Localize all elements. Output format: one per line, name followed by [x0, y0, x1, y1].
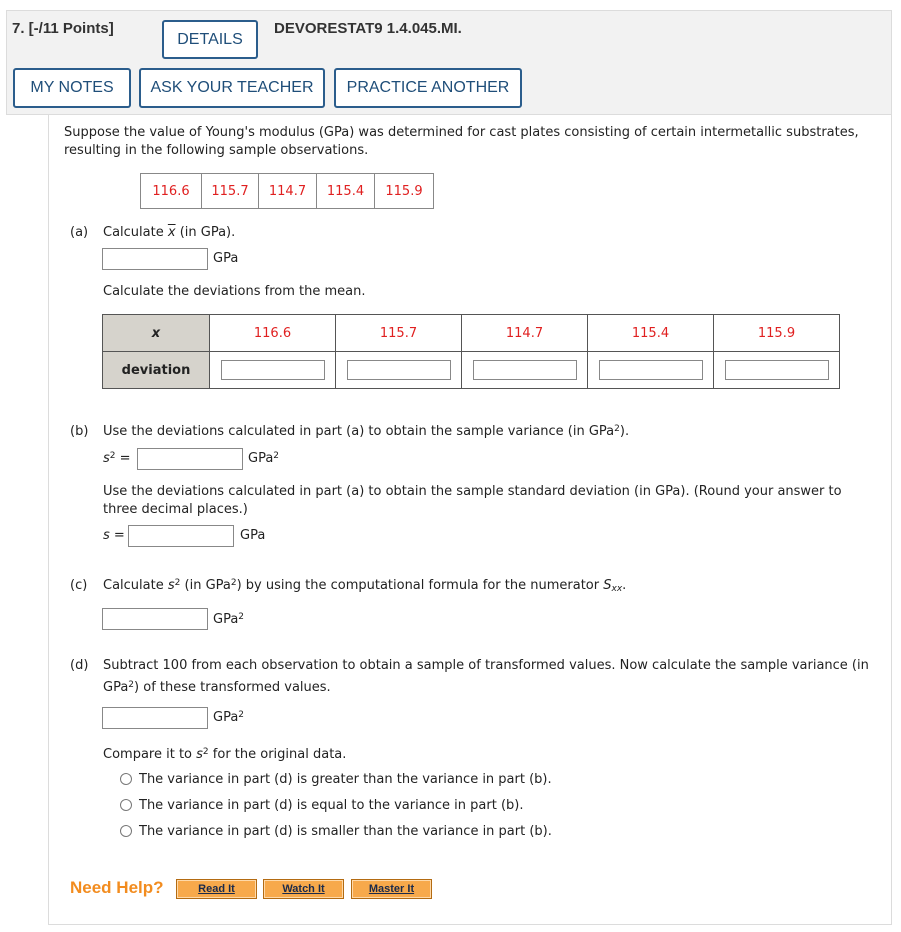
compare-prompt: Compare it to $s^2$ for the original data.	[103, 747, 347, 762]
option-smaller-label[interactable]: The variance in part (d) is smaller than the variance in part (b).	[139, 824, 552, 839]
read-it-button[interactable]: Read It	[176, 879, 257, 899]
x-header: x	[103, 315, 210, 352]
intro-line-2: resulting in the following sample observations.	[64, 143, 369, 158]
deviation-x-value: 115.9	[714, 315, 840, 352]
observation-cell: 115.9	[375, 174, 434, 209]
deviations-prompt: Calculate the deviations from the mean.	[103, 284, 366, 299]
sd-input[interactable]	[128, 525, 234, 547]
observation-cell: 116.6	[141, 174, 202, 209]
question-code: DEVORESTAT9 1.4.045.MI.	[274, 20, 462, 37]
transformed-variance-unit: GPa$^2$	[213, 710, 245, 725]
sd-prompt-line-1: Use the deviations calculated in part (a) to obtain the sample standard deviation (in GPa). (Round your answer to	[103, 484, 842, 499]
part-d-label: (d)	[70, 658, 89, 673]
need-help-label: Need Help?	[70, 878, 164, 897]
ask-your-teacher-button[interactable]: ASK YOUR TEACHER	[139, 68, 325, 108]
s2-label: $s^2$ =	[103, 451, 131, 466]
question-number: 7. [-/11 Points]	[12, 20, 114, 37]
deviation-input[interactable]	[599, 360, 703, 380]
deviation-x-value: 116.6	[210, 315, 336, 352]
part-c-label: (c)	[70, 578, 88, 593]
variance-unit: GPa$^2$	[248, 451, 280, 466]
s-label: s =	[103, 528, 125, 543]
observation-cell: 115.4	[317, 174, 375, 209]
observation-cell: 114.7	[259, 174, 317, 209]
details-button[interactable]: DETAILS	[162, 20, 258, 59]
deviation-input[interactable]	[221, 360, 325, 380]
master-it-button[interactable]: Master It	[351, 879, 432, 899]
practice-another-button[interactable]: PRACTICE ANOTHER	[334, 68, 522, 108]
my-notes-button[interactable]: MY NOTES	[13, 68, 131, 108]
part-d-line-2: GPa$^2$) of these transformed values.	[103, 680, 331, 695]
intro-line-1: Suppose the value of Young's modulus (GPa) was determined for cast plates consisting of certain intermetallic substrates,	[64, 125, 859, 140]
variance-input[interactable]	[137, 448, 243, 470]
mean-input[interactable]	[102, 248, 208, 270]
part-c-prompt: Calculate $s^2$ (in GPa$^2$) by using the computational formula for the numerator $S_{xx}$.	[103, 578, 627, 594]
option-equal-label[interactable]: The variance in part (d) is equal to the variance in part (b).	[139, 798, 524, 813]
part-a-prompt: Calculate $\overline{x}$ (in GPa).	[103, 225, 236, 240]
part-a-label: (a)	[70, 225, 89, 240]
option-greater-radio[interactable]	[120, 773, 132, 785]
deviation-x-value: 115.7	[336, 315, 462, 352]
part-b-label: (b)	[70, 424, 89, 439]
computational-variance-unit: GPa$^2$	[213, 612, 245, 627]
option-smaller-radio[interactable]	[120, 825, 132, 837]
observations-table	[140, 173, 434, 209]
deviation-x-value: 114.7	[462, 315, 588, 352]
deviation-header: deviation	[103, 352, 210, 389]
deviation-input[interactable]	[347, 360, 451, 380]
observation-cell: 115.7	[202, 174, 259, 209]
part-d-line-1: Subtract 100 from each observation to obtain a sample of transformed values. Now calculate the sample variance (in	[103, 658, 869, 673]
transformed-variance-input[interactable]	[102, 707, 208, 729]
deviations-table	[102, 314, 840, 389]
watch-it-button[interactable]: Watch It	[263, 879, 344, 899]
sd-prompt-line-2: three decimal places.)	[103, 502, 248, 517]
mean-unit: GPa	[213, 251, 239, 266]
deviation-input[interactable]	[473, 360, 577, 380]
computational-variance-input[interactable]	[102, 608, 208, 630]
sd-unit: GPa	[240, 528, 266, 543]
option-equal-radio[interactable]	[120, 799, 132, 811]
part-b-prompt: Use the deviations calculated in part (a) to obtain the sample variance (in GPa$^2$).	[103, 424, 630, 439]
deviation-x-value: 115.4	[588, 315, 714, 352]
deviation-input[interactable]	[725, 360, 829, 380]
option-greater-label[interactable]: The variance in part (d) is greater than the variance in part (b).	[139, 772, 552, 787]
